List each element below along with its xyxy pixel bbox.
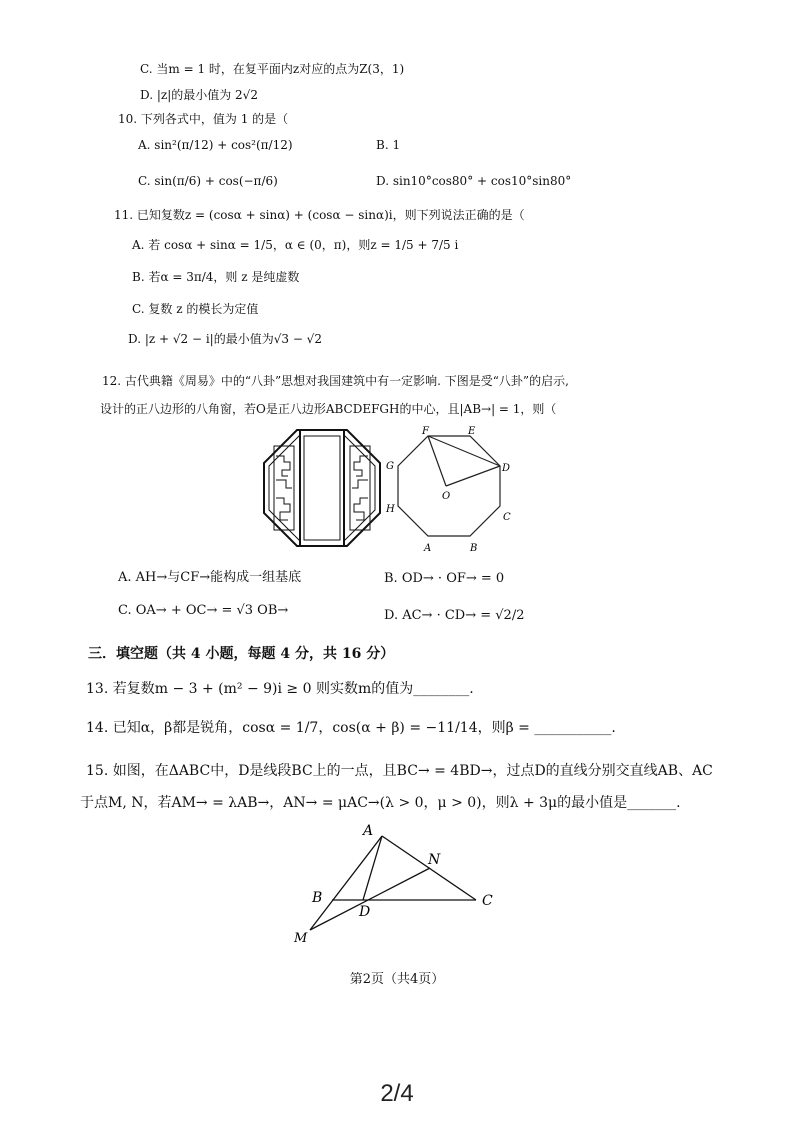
q11-option-b: B. 若α = 3π/4，则 z 是纯虚数 <box>132 270 300 284</box>
label-e: E <box>468 426 476 437</box>
section-3-heading: 三．填空题（共 4 小题，每题 4 分，共 16 分） <box>88 646 395 662</box>
q11-option-a: A. 若 cosα + sinα = 1/5，α ∈ (0，π)，则z = 1/5 + 7/5 i <box>132 238 459 252</box>
q12-option-a: A. AH→与CF→能构成一组基底 <box>118 570 302 585</box>
label-d: D <box>359 904 371 920</box>
question-15-line2: 于点M, N，若AM→ = λAB→，AN→ = μAC→(λ > 0，μ > 0)，则λ + 3μ的最小值是_______. <box>80 795 681 811</box>
q12-option-c: C. OA→ + OC→ = √3 OB→ <box>118 603 289 618</box>
octagon-window-figure <box>262 428 382 548</box>
q10-option-d: D. sin10°cos80° + cos10°sin80° <box>376 174 572 188</box>
question-11: 11. 已知复数z = (cosα + sinα) + (cosα − sinα)i，则下列说法正确的是（ <box>114 208 525 222</box>
label-f: F <box>422 426 429 437</box>
q10-option-a: A. sin²(π/12) + cos²(π/12) <box>138 138 293 152</box>
q10-option-b: B. 1 <box>376 138 401 152</box>
q11-option-c: C. 复数 z 的模长为定值 <box>132 302 259 316</box>
segment-od <box>446 466 500 486</box>
question-12-line1: 12. 古代典籍《周易》中的“八卦”思想对我国建筑中有一定影响. 下图是受“八卦”的启示, <box>102 374 569 388</box>
label-d: D <box>502 463 511 474</box>
question-13: 13. 若复数m − 3 + (m² − 9)i ≥ 0 则实数m的值为________. <box>86 681 474 697</box>
label-m: M <box>294 931 308 946</box>
segment-ad <box>363 836 382 900</box>
label-c: C <box>482 893 493 909</box>
q12-option-d: D. AC→ · CD→ = √2/2 <box>384 608 525 623</box>
label-b: B <box>312 890 323 906</box>
label-n: N <box>428 852 441 868</box>
option-c-prev: C. 当m = 1 时，在复平面内z对应的点为Z(3，1) <box>140 62 405 76</box>
page-footer: 第2页（共4页） <box>349 972 445 987</box>
segment-fd <box>428 436 500 466</box>
question-15-line1: 15. 如图，在ΔABC中，D是线段BC上的一点，且BC→ = 4BD→，过点D的直线分别交直线AB、AC <box>86 763 713 779</box>
octagon-shape <box>398 436 500 536</box>
label-b: B <box>470 543 478 554</box>
label-o: O <box>442 491 451 502</box>
q10-option-c: C. sin(π/6) + cos(−π/6) <box>138 174 278 188</box>
question-10: 10. 下列各式中，值为 1 的是（ <box>118 112 289 126</box>
label-h: H <box>386 504 395 515</box>
segment-of <box>428 436 446 486</box>
octagon-abcdefgh-figure <box>382 424 522 556</box>
page-number: 2/4 <box>380 1080 414 1107</box>
q12-option-b: B. OD→ · OF→ = 0 <box>384 571 505 586</box>
label-a: A <box>363 823 374 839</box>
segment-am <box>310 836 382 930</box>
question-12-line2: 设计的正八边形的八角窗，若O是正八边形ABCDEFGH的中心，且|AB→| = 1，则（ <box>100 402 557 416</box>
q11-option-d: D. |z + √2 − i|的最小值为√3 − √2 <box>128 332 322 346</box>
triangle-abc-figure <box>290 818 500 948</box>
option-d-prev: D. |z|的最小值为 2√2 <box>140 88 258 102</box>
label-a: A <box>424 543 432 554</box>
label-g: G <box>386 461 394 472</box>
question-14: 14. 已知α，β都是锐角，cosα = 1/7，cos(α + β) = −11/14，则β = ___________. <box>86 720 616 736</box>
label-c: C <box>503 512 511 523</box>
